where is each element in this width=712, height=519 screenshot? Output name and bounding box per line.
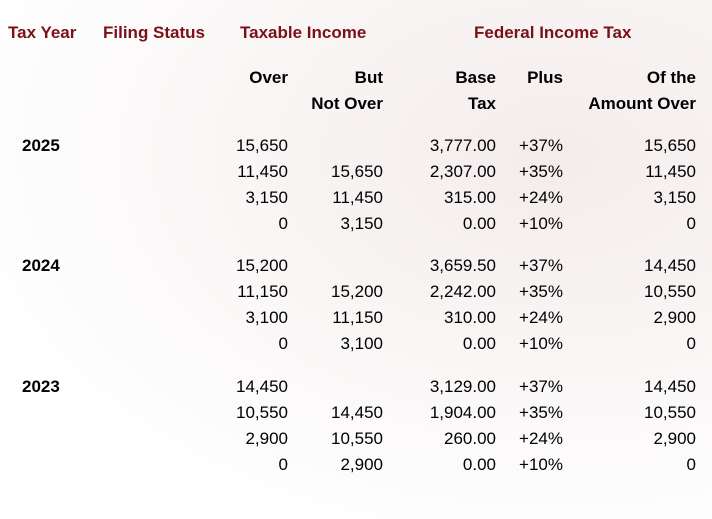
- header-tax-year: Tax Year: [8, 23, 77, 42]
- cell-amount-over: 2,900: [653, 308, 696, 327]
- subheader-amount-over: Amount Over: [588, 94, 696, 113]
- cell-over: 3,100: [245, 308, 288, 327]
- cell-base-tax: 0.00: [462, 334, 496, 353]
- cell-amount-over: 10,550: [644, 282, 696, 301]
- cell-plus: +37%: [519, 256, 563, 275]
- table-row: [0, 305, 712, 331]
- table-row: [0, 253, 712, 279]
- cell-base-tax: 1,904.00: [429, 403, 496, 422]
- cell-over: 2,900: [245, 429, 288, 448]
- cell-amount-over: 14,450: [644, 256, 696, 275]
- table-row: [0, 400, 712, 426]
- cell-not-over: 15,650: [331, 162, 383, 181]
- subheader-over: Over: [249, 68, 288, 87]
- cell-base-tax: 315.00: [444, 188, 496, 207]
- table-row: [0, 211, 712, 237]
- cell-over: 0: [278, 214, 288, 233]
- table-row: [0, 185, 712, 211]
- table-row: [0, 133, 712, 159]
- cell-base-tax: 3,777.00: [429, 136, 496, 155]
- cell-amount-over: 2,900: [653, 429, 696, 448]
- cell-not-over: 2,900: [340, 455, 383, 474]
- cell-over: 15,650: [236, 136, 288, 155]
- cell-base-tax: 2,242.00: [429, 282, 496, 301]
- cell-not-over: 3,100: [340, 334, 383, 353]
- cell-base-tax: 0.00: [462, 214, 496, 233]
- cell-base-tax: 3,129.00: [429, 377, 496, 396]
- cell-amount-over: 0: [686, 214, 696, 233]
- cell-plus: +10%: [519, 214, 563, 233]
- cell-plus: +10%: [519, 334, 563, 353]
- cell-base-tax: 310.00: [444, 308, 496, 327]
- cell-over: 0: [278, 334, 288, 353]
- cell-base-tax: 3,659.50: [429, 256, 496, 275]
- header-federal-income-tax: Federal Income Tax: [474, 23, 632, 42]
- tax-year-label: 2025: [22, 136, 60, 155]
- cell-amount-over: 10,550: [644, 403, 696, 422]
- cell-plus: +37%: [519, 136, 563, 155]
- cell-plus: +35%: [519, 162, 563, 181]
- cell-plus: +24%: [519, 308, 563, 327]
- cell-over: 3,150: [245, 188, 288, 207]
- cell-over: 11,150: [237, 282, 288, 301]
- table-row: [0, 452, 712, 478]
- subheader-tax: Tax: [467, 94, 496, 113]
- cell-base-tax: 0.00: [462, 455, 496, 474]
- cell-plus: +35%: [519, 282, 563, 301]
- cell-plus: +24%: [519, 188, 563, 207]
- cell-amount-over: 14,450: [644, 377, 696, 396]
- cell-base-tax: 2,307.00: [429, 162, 496, 181]
- cell-amount-over: 11,450: [645, 162, 696, 181]
- cell-base-tax: 260.00: [444, 429, 496, 448]
- cell-amount-over: 15,650: [644, 136, 696, 155]
- table-row: [0, 331, 712, 357]
- cell-not-over: 14,450: [331, 403, 383, 422]
- cell-amount-over: 0: [686, 455, 696, 474]
- subheader-but: But: [354, 68, 383, 87]
- header-filing-status: Filing Status: [103, 23, 205, 42]
- cell-plus: +37%: [519, 377, 563, 396]
- cell-not-over: 3,150: [340, 214, 383, 233]
- table-row: [0, 279, 712, 305]
- cell-over: 10,550: [236, 403, 288, 422]
- cell-over: 15,200: [236, 256, 288, 275]
- cell-plus: +10%: [519, 455, 563, 474]
- cell-not-over: 10,550: [331, 429, 383, 448]
- cell-over: 0: [278, 455, 288, 474]
- cell-not-over: 11,450: [332, 188, 383, 207]
- table-row: [0, 159, 712, 185]
- cell-amount-over: 3,150: [653, 188, 696, 207]
- cell-over: 11,450: [237, 162, 288, 181]
- cell-not-over: 11,150: [332, 308, 383, 327]
- subheader-not-over: Not Over: [311, 94, 383, 113]
- table-row: [0, 426, 712, 452]
- cell-amount-over: 0: [686, 334, 696, 353]
- tax-year-label: 2024: [22, 256, 60, 275]
- subheader-of-the: Of the: [646, 68, 696, 87]
- subheader-plus: Plus: [527, 68, 563, 87]
- subheader-base: Base: [455, 68, 496, 87]
- header-taxable-income: Taxable Income: [240, 23, 367, 42]
- cell-over: 14,450: [236, 377, 288, 396]
- cell-plus: +35%: [519, 403, 563, 422]
- cell-plus: +24%: [519, 429, 563, 448]
- tax-year-label: 2023: [22, 377, 60, 396]
- table-row: [0, 374, 712, 400]
- cell-not-over: 15,200: [331, 282, 383, 301]
